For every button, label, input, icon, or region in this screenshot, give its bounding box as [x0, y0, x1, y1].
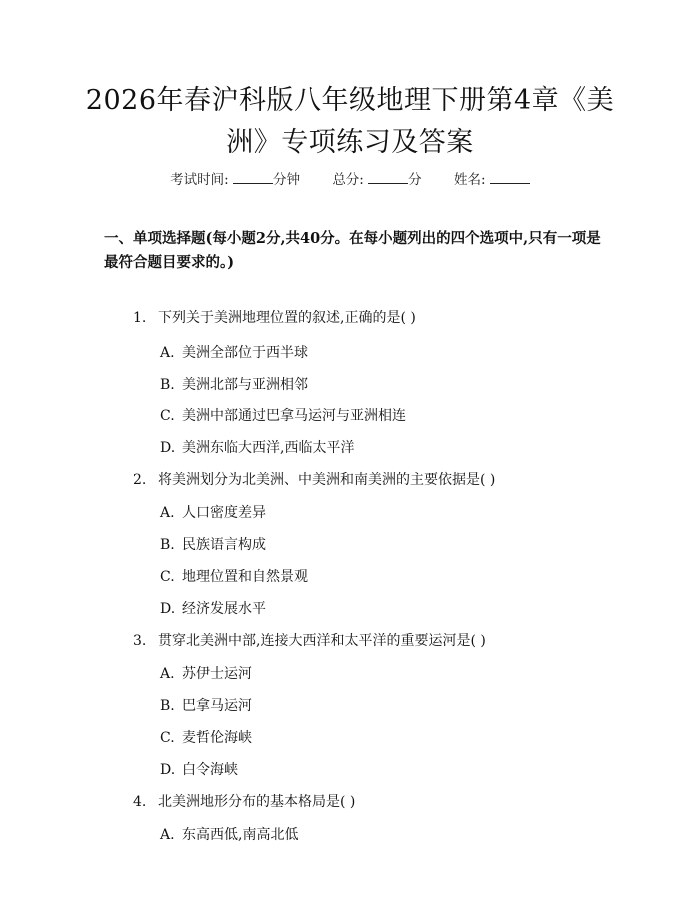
exam-time-label: 考试时间:	[170, 172, 229, 188]
question-text: 贯穿北美洲中部,连接大西洋和太平洋的重要运河是( )	[158, 633, 486, 649]
question-3-option-b	[160, 696, 252, 716]
option-text: 巴拿马运河	[182, 698, 252, 714]
option-letter: A.	[160, 345, 175, 361]
question-3-option-c	[160, 728, 252, 748]
section-heading: 一、单项选择题(每小题2分,共40分。在每小题列出的四个选项中,只有一项是最符合题目要求的。)	[104, 230, 601, 271]
option-letter: D.	[160, 440, 176, 456]
question-3-option-a	[160, 664, 252, 684]
question-number: 3.	[133, 633, 147, 649]
exam-meta-line	[0, 168, 700, 188]
question-4	[133, 792, 355, 812]
question-text: 将美洲划分为北美洲、中美洲和南美洲的主要依据是( )	[158, 472, 496, 488]
question-number: 4.	[133, 794, 147, 810]
question-2-option-b	[160, 535, 266, 555]
option-text: 美洲北部与亚洲相邻	[182, 377, 308, 393]
question-2-option-a	[160, 503, 266, 523]
total-score-unit: 分	[408, 172, 422, 188]
option-text: 东高西低,南高北低	[182, 827, 299, 843]
option-letter: B.	[160, 698, 175, 714]
question-1-option-a	[160, 343, 308, 363]
option-text: 民族语言构成	[182, 537, 266, 553]
option-text: 美洲中部通过巴拿马运河与亚洲相连	[182, 408, 406, 424]
question-2-option-c	[160, 567, 308, 587]
question-4-option-a	[160, 825, 298, 845]
question-3	[133, 631, 486, 651]
option-text: 麦哲伦海峡	[182, 730, 252, 746]
total-score-field	[332, 168, 421, 188]
option-letter: A.	[160, 505, 175, 521]
total-score-blank	[368, 172, 408, 184]
question-number: 1.	[133, 310, 147, 326]
option-text: 苏伊士运河	[182, 666, 252, 682]
exam-time-unit: 分钟	[273, 172, 301, 188]
option-letter: A.	[160, 666, 175, 682]
option-letter: C.	[160, 569, 175, 585]
student-name-label: 姓名:	[453, 172, 486, 188]
option-letter: D.	[160, 601, 176, 617]
question-text: 下列关于美洲地理位置的叙述,正确的是( )	[158, 310, 416, 326]
question-1-option-b	[160, 375, 308, 395]
option-letter: C.	[160, 730, 175, 746]
option-text: 经济发展水平	[182, 601, 266, 617]
question-1-option-c	[160, 406, 406, 426]
question-2-option-d	[160, 599, 266, 619]
option-letter: D.	[160, 762, 176, 778]
question-number: 2.	[133, 472, 147, 488]
option-text: 人口密度差异	[182, 505, 266, 521]
question-text: 北美洲地形分布的基本格局是( )	[158, 794, 356, 810]
student-name-field	[454, 168, 530, 188]
question-3-option-d	[160, 760, 238, 780]
document-title: 2026年春沪科版八年级地理下册第4章《美洲》专项练习及答案	[85, 85, 615, 158]
option-text: 美洲东临大西洋,西临太平洋	[182, 440, 355, 456]
option-text: 白令海峡	[182, 762, 238, 778]
question-2	[133, 470, 495, 490]
student-name-blank	[490, 172, 530, 184]
exam-time-field	[170, 168, 300, 188]
option-letter: C.	[160, 408, 175, 424]
option-text: 美洲全部位于西半球	[182, 345, 308, 361]
exam-time-blank	[233, 172, 273, 184]
option-letter: B.	[160, 537, 175, 553]
option-text: 地理位置和自然景观	[182, 569, 308, 585]
option-letter: A.	[160, 827, 175, 843]
option-letter: B.	[160, 377, 175, 393]
total-score-label: 总分:	[332, 172, 364, 188]
question-1	[133, 308, 416, 328]
question-1-option-d	[160, 438, 354, 458]
